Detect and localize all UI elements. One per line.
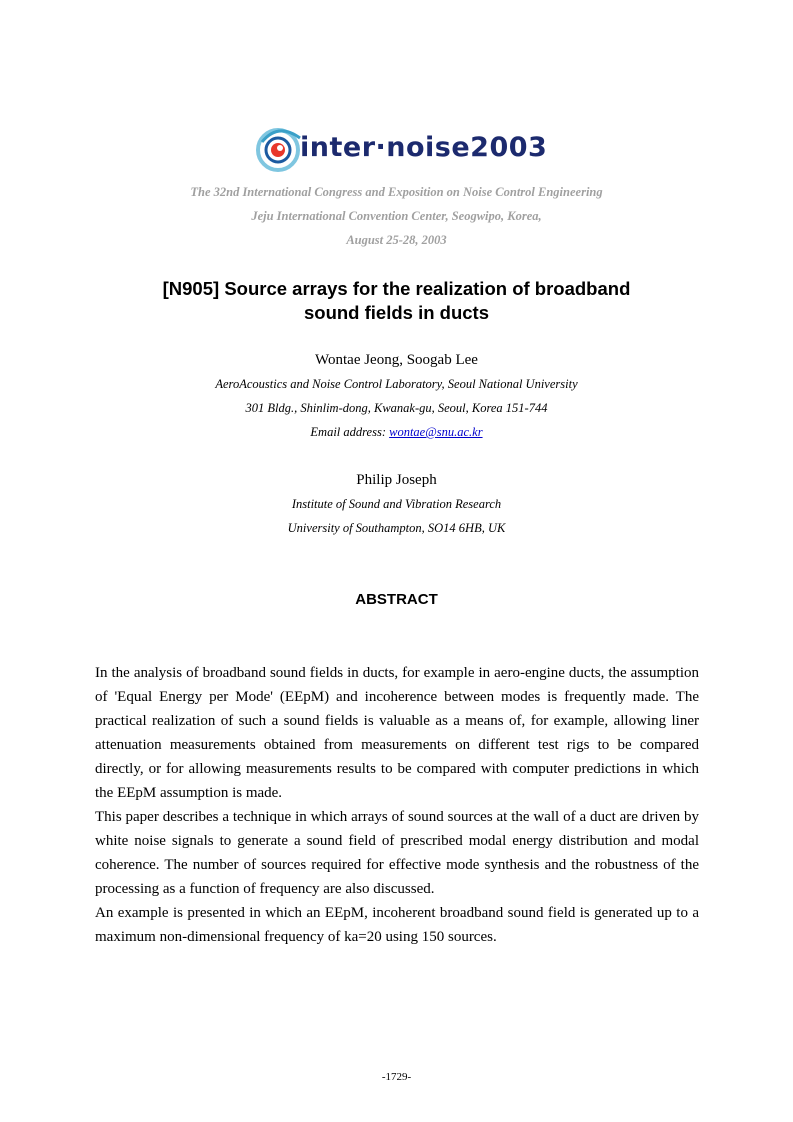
abstract-heading: ABSTRACT	[355, 591, 438, 608]
author-names: Philip Joseph	[356, 472, 437, 488]
author-address: University of Southampton, SO14 6HB, UK	[287, 521, 506, 535]
conference-logo	[256, 120, 546, 182]
author-address: 301 Bldg., Shinlim-dong, Kwanak-gu, Seoul, Korea 151-744	[245, 401, 548, 415]
abstract-paragraph: This paper describes a technique in which arrays of sound sources at the wall of a duct are driven by white noise signals to generate a sound field of prescribed modal energy distribution and modal coherence. The number of sources required for effective mode synthesis and the robustness of the processing as a function of frequency are also discussed.	[95, 809, 699, 897]
swirl-logo-icon	[256, 120, 304, 180]
author-email-line	[0, 425, 793, 440]
author-names: Wontae Jeong, Soogab Lee	[315, 352, 478, 368]
abstract-paragraph: In the analysis of broadband sound fields in ducts, for example in aero-engine ducts, the assumption of 'Equal Energy per Mode' (EEpM) and incoherence between modes is frequently made. The practical realization of such a sound fields is valuable as a means of, for example, allowing liner attenuation measurements obtained from measurements on different test rigs to be compared directly, or for allowing measurements results to be compared with computer predictions in which the EEpM assumption is made.	[95, 665, 699, 801]
page-number: -1729-	[381, 1071, 412, 1083]
paper-title-line: [N905] Source arrays for the realization of broadband	[162, 278, 631, 299]
conference-dates: August 25-28, 2003	[346, 233, 447, 247]
email-link[interactable]: wontae@snu.ac.kr	[389, 425, 483, 439]
author-affiliation: Institute of Sound and Vibration Research	[291, 497, 502, 511]
abstract-body	[95, 661, 699, 949]
logo-text: inter·noise2003	[300, 132, 548, 163]
author-affiliation: AeroAcoustics and Noise Control Laboratory, Seoul National University	[215, 377, 578, 391]
abstract-paragraph: An example is presented in which an EEpM, incoherent broadband sound field is generated up to a maximum non-dimensional frequency of ka=20 using 150 sources.	[95, 905, 699, 945]
paper-title-line: sound fields in ducts	[303, 302, 489, 323]
conference-venue: Jeju International Convention Center, Seogwipo, Korea,	[251, 209, 542, 223]
conference-name: The 32nd International Congress and Exposition on Noise Control Engineering	[190, 185, 603, 199]
email-label: Email address:	[310, 425, 390, 439]
paper-title	[96, 277, 697, 325]
